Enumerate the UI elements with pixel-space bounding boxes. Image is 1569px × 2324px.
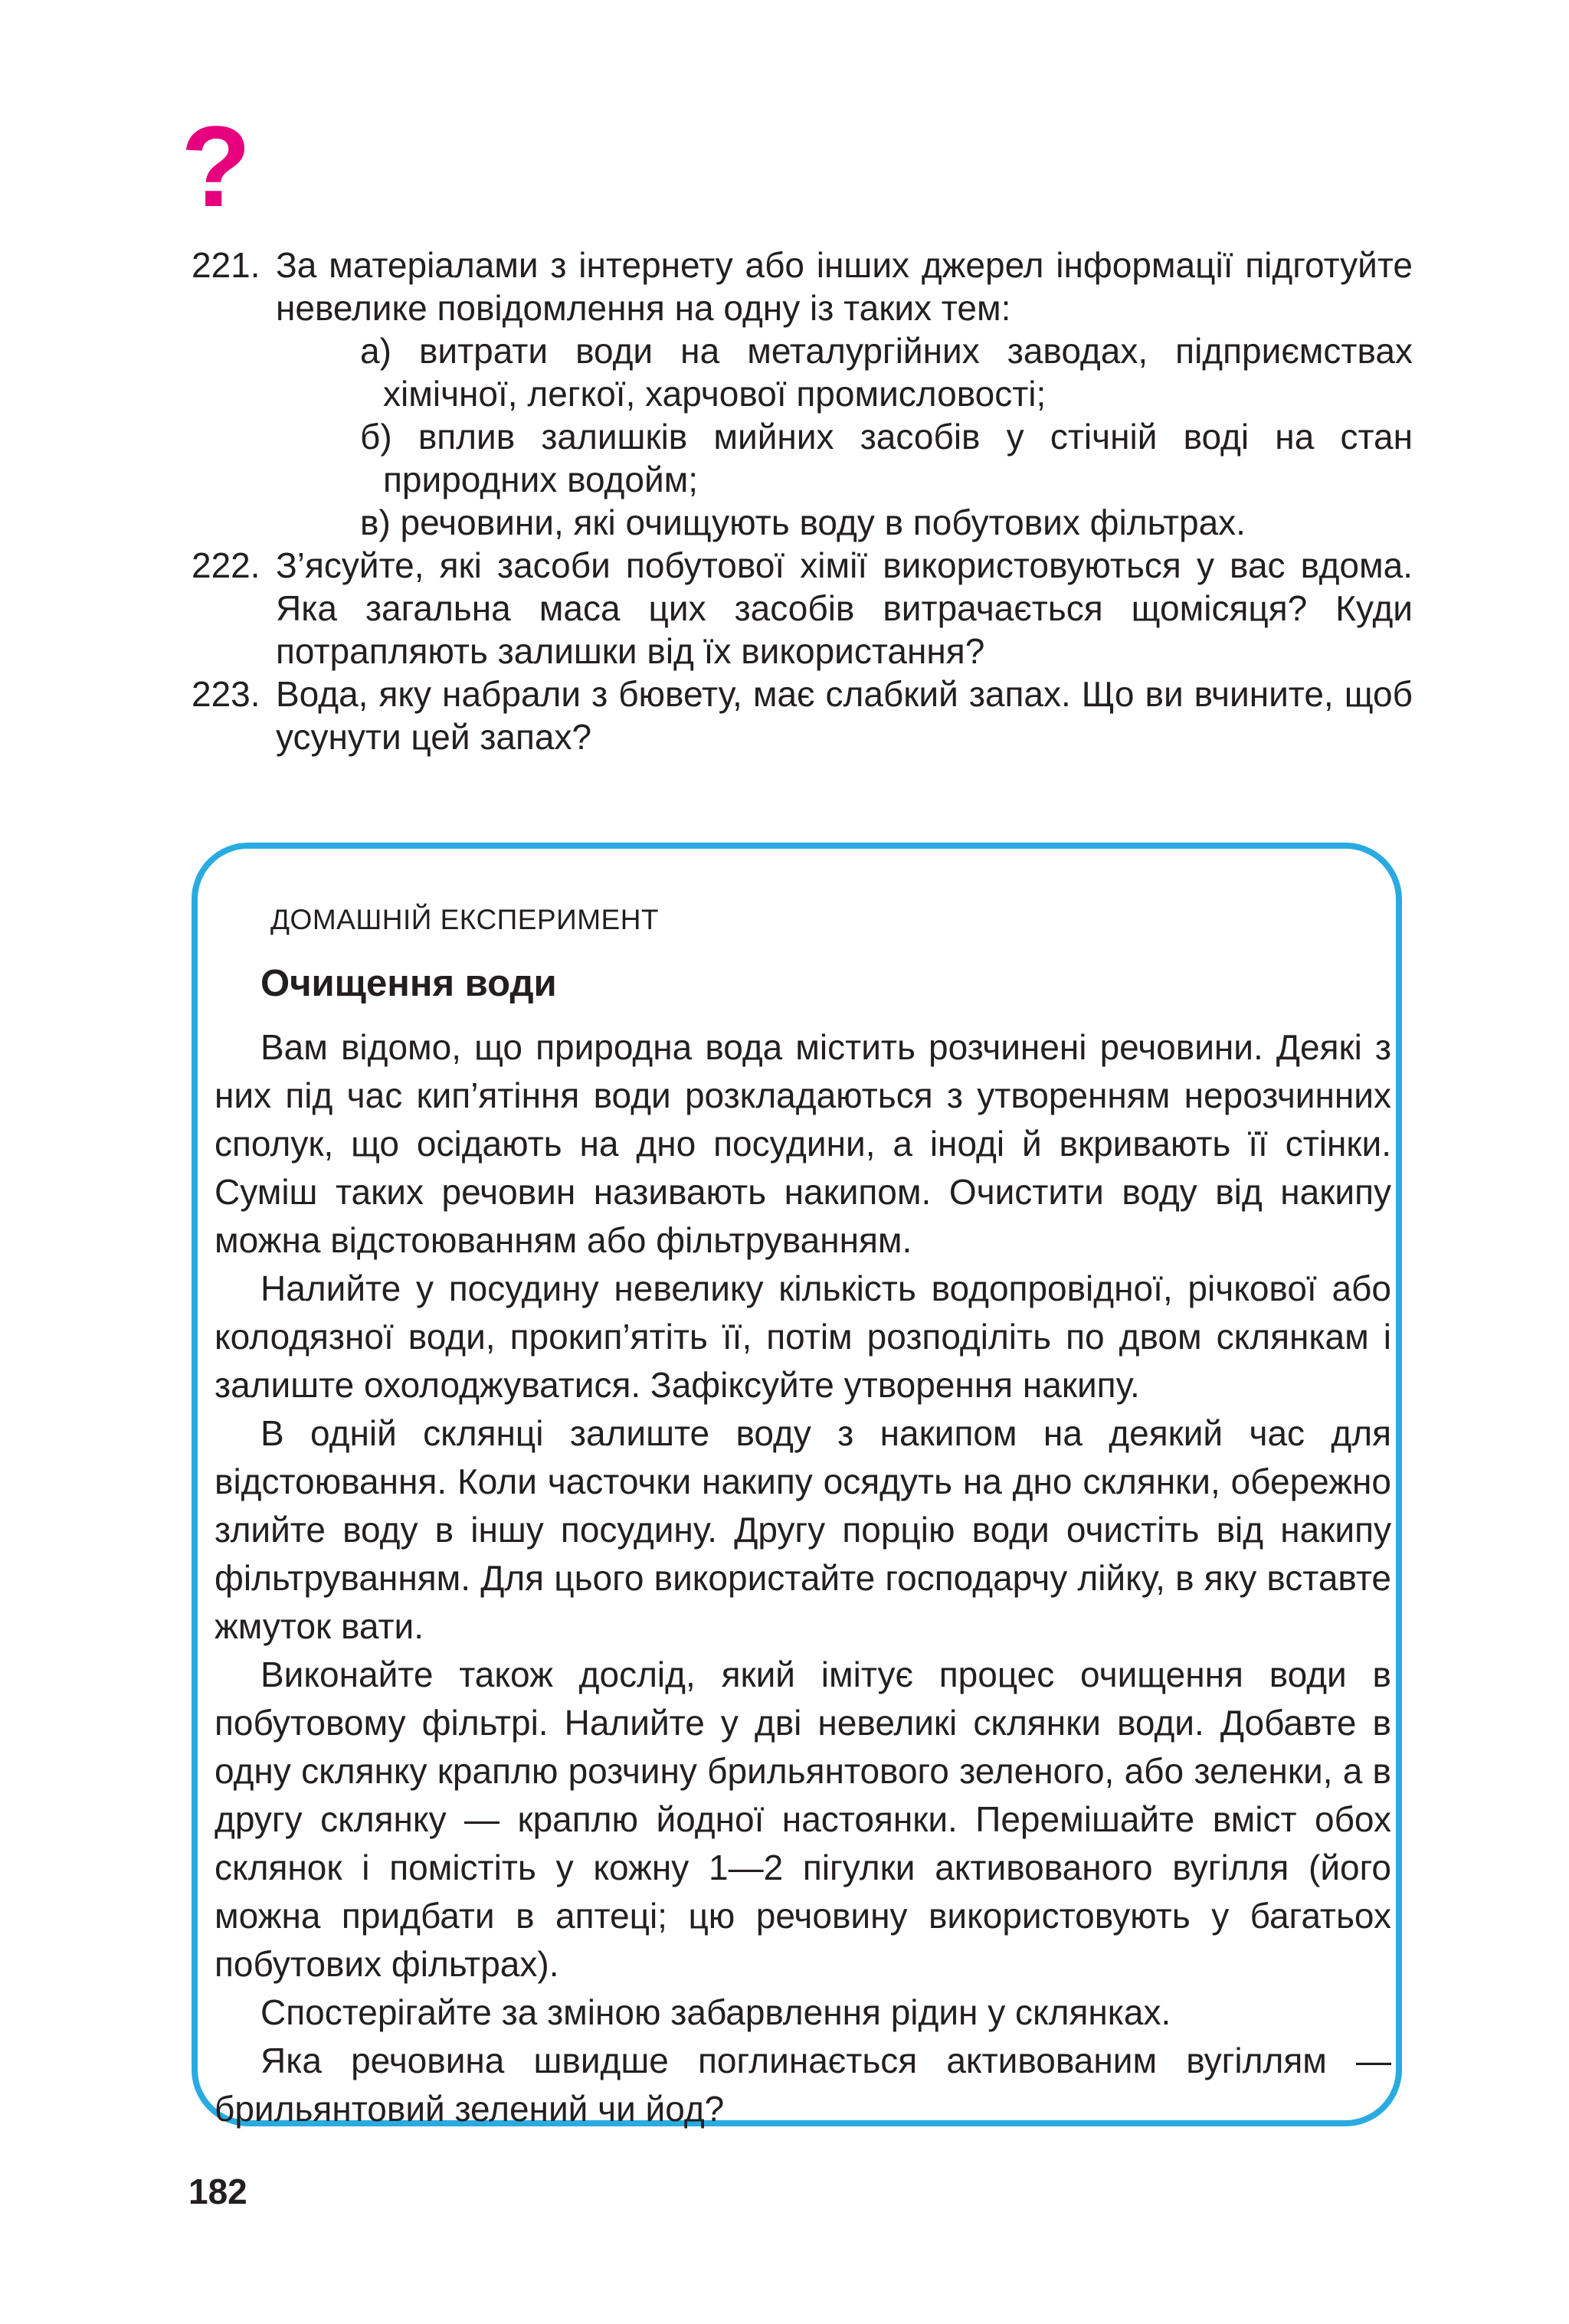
subitem-text: в) речовини, які очищують воду в побутових фільтрах. (360, 502, 1246, 542)
experiment-paragraph: Вам відомо, що природна вода містить розчинені речовини. Деякі з них під час кип’ятіння води розкладаються з утворенням нерозчинних сполук, що осідають на дно посудини, а іноді й вкривають її стінки. Суміш таких речовин називають накипом. Очистити воду від накипу можна відстоюванням або фільтруванням. (215, 1027, 1391, 1260)
experiment-body (215, 1023, 1391, 2133)
question-number: 222. (192, 545, 260, 585)
question-223 (192, 673, 1413, 758)
question-221-subitem-c (192, 501, 1413, 544)
experiment-paragraph: Яка речовина швидше поглинається активованим вугіллям — брильянтовий зелений чи йод? (215, 2041, 1391, 2129)
question-221 (192, 244, 1413, 329)
home-experiment-box (192, 843, 1402, 2129)
experiment-paragraph: В одній склянці залиште воду з накипом на деякий час для відстоювання. Коли часточки накипу осядуть на дно склянки, обережно злийте воду в іншу посудину. Другу порцію води очистіть від накипу фільтруванням. Для цього використайте господарчу лійку, в яку вставте жмуток вати. (215, 1413, 1391, 1646)
question-number: 221. (192, 245, 260, 285)
question-221-subitem-b (192, 415, 1413, 501)
page-number: 182 (188, 2172, 247, 2211)
question-221-subitem-a (192, 329, 1413, 415)
question-mark-icon: ? (181, 102, 251, 231)
question-text: За матеріалами з інтернету або інших джерел інформації підготуйте невелике повідомлення на одну із таких тем: (276, 245, 1413, 328)
question-text: З’ясуйте, які засоби побутової хімії використовуються у вас вдома. Яка загальна маса цих засобів витрачається щомісяця? Куди потрапляють залишки від їх використання? (276, 545, 1413, 671)
experiment-title: Очищення води (260, 963, 557, 1004)
experiment-label: ДОМАШНІЙ ЕКСПЕРИМЕНТ (270, 904, 660, 935)
experiment-paragraph: Виконайте також дослід, який імітує процес очищення води в побутовому фільтрі. Налийте у дві невеликі склянки води. Добавте в одну склянку краплю розчину брильянтового зеленого, або зеленки, а в другу склянку — краплю йодної настоянки. Перемішайте вміст обох склянок і помістіть у кожну 1—2 пігулки активованого вугілля (його можна придбати в аптеці; цю речовину використовують у багатьох побутових фільтрах). (215, 1655, 1391, 1984)
question-text: Вода, яку набрали з бювету, має слабкий запах. Що ви вчините, щоб усунути цей запах? (276, 674, 1413, 757)
questions-list (192, 244, 1413, 758)
question-222 (192, 544, 1413, 673)
experiment-paragraph: Спостерігайте за зміною забарвлення рідин у склянках. (260, 1992, 1171, 2032)
subitem-text: а) витрати води на металургійних заводах, підприємствах хімічної, легкої, харчової промисловості; (360, 331, 1413, 414)
question-number: 223. (192, 674, 260, 714)
experiment-paragraph: Налийте у посудину невелику кількість водопровідної, річкової або колодязної води, прокип’ятіть її, потім розподіліть по двом склянкам і залиште охолоджуватися. Зафіксуйте утворення накипу. (215, 1268, 1391, 1405)
subitem-text: б) вплив залишків мийних засобів у стічній воді на стан природних водойм; (360, 417, 1413, 499)
